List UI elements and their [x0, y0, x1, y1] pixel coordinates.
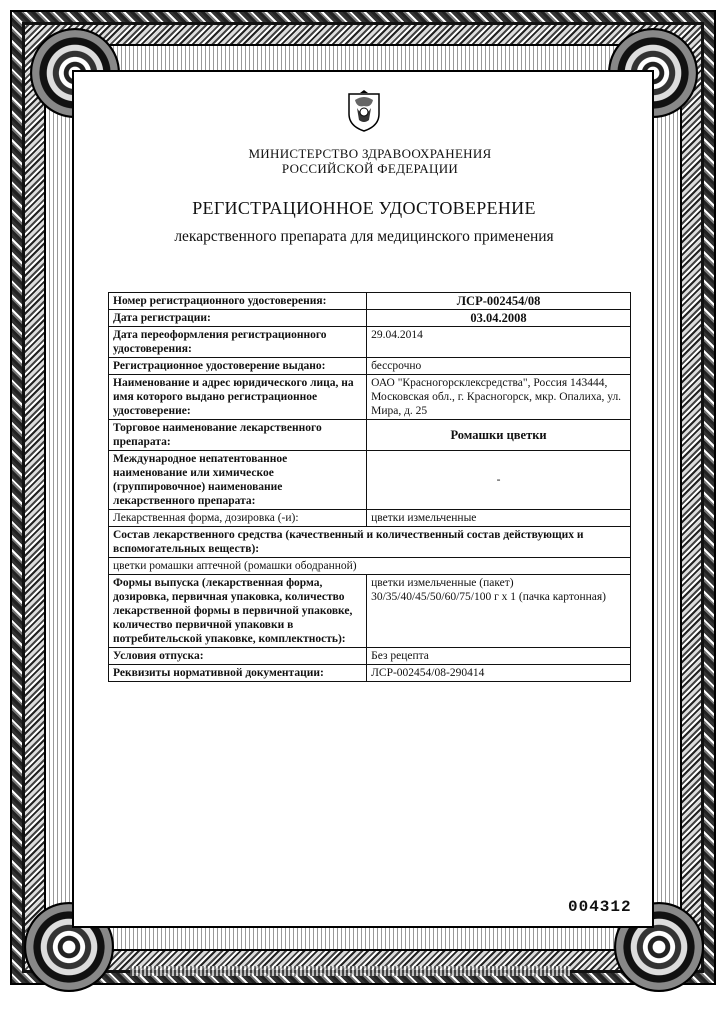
- document-subtitle: лекарственного препарата для медицинского применения: [174, 228, 554, 245]
- table-row: [109, 575, 631, 648]
- composition-value: цветки ромашки аптечной (ромашки ободранной): [109, 558, 631, 575]
- document-title: РЕГИСТРАЦИОННОЕ УДОСТОВЕРЕНИЕ: [192, 198, 536, 218]
- row-label: Условия отпуска:: [109, 648, 367, 665]
- table-row: [109, 327, 631, 358]
- row-label: Наименование и адрес юридического лица, на имя которого выдано регистрационное удостоверение:: [109, 375, 367, 420]
- row-label: Торговое наименование лекарственного препарата:: [109, 420, 367, 451]
- row-label: Формы выпуска (лекарственная форма, дозировка, первичная упаковка, количество лекарственной формы в первичной упаковке, количество первичной упаковки в потребительской упаковке, комплектность):: [109, 575, 367, 648]
- trade-name: Ромашки цветки: [367, 420, 631, 451]
- micro-text-strip: [130, 966, 570, 976]
- table-row: [109, 527, 631, 558]
- row-label: Регистрационное удостоверение выдано:: [109, 358, 367, 375]
- reissue-date: 29.04.2014: [367, 327, 631, 358]
- row-label: Дата переоформления регистрационного удостоверения:: [109, 327, 367, 358]
- release-forms: цветки измельченные (пакет) 30/35/40/45/50/60/75/100 г х 1 (пачка картонная): [367, 575, 631, 648]
- form-serial-number: 004312: [568, 898, 632, 916]
- table-row: [109, 420, 631, 451]
- validity: бессрочно: [367, 358, 631, 375]
- dispensing-conditions: Без рецепта: [367, 648, 631, 665]
- registration-number: ЛСР-002454/08: [367, 293, 631, 310]
- row-label: Международное непатентованное наименование или химическое (группировочное) наименование лекарственного препарата:: [109, 451, 367, 510]
- inn-name: -: [367, 451, 631, 510]
- row-label: Дата регистрации:: [109, 310, 367, 327]
- row-label: Номер регистрационного удостоверения:: [109, 293, 367, 310]
- coat-of-arms-icon: [345, 90, 383, 132]
- dosage-form: цветки измельченные: [367, 510, 631, 527]
- table-row: [109, 375, 631, 420]
- table-row: [109, 310, 631, 327]
- table-row: [109, 558, 631, 575]
- holder-name-address: ОАО "Красногорсклексредства", Россия 143444, Московская обл., г. Красногорск, мкр. Опалиха, ул. Мира, д. 25: [367, 375, 631, 420]
- registration-table: [108, 292, 631, 682]
- ministry-line-2: РОССИЙСКОЙ ФЕДЕРАЦИИ: [281, 161, 459, 176]
- table-row: [109, 293, 631, 310]
- registration-date: 03.04.2008: [367, 310, 631, 327]
- table-row: [109, 451, 631, 510]
- row-label: Реквизиты нормативной документации:: [109, 665, 367, 682]
- ministry-line-1: МИНИСТЕРСТВО ЗДРАВООХРАНЕНИЯ: [248, 146, 492, 161]
- table-row: [109, 665, 631, 682]
- row-label: Лекарственная форма, дозировка (-и):: [109, 510, 367, 527]
- table-row: [109, 358, 631, 375]
- table-row: [109, 510, 631, 527]
- normative-docs: ЛСР-002454/08-290414: [367, 665, 631, 682]
- composition-heading: Состав лекарственного средства (качественный и количественный состав действующих и вспомогательных веществ):: [109, 527, 631, 558]
- table-row: [109, 648, 631, 665]
